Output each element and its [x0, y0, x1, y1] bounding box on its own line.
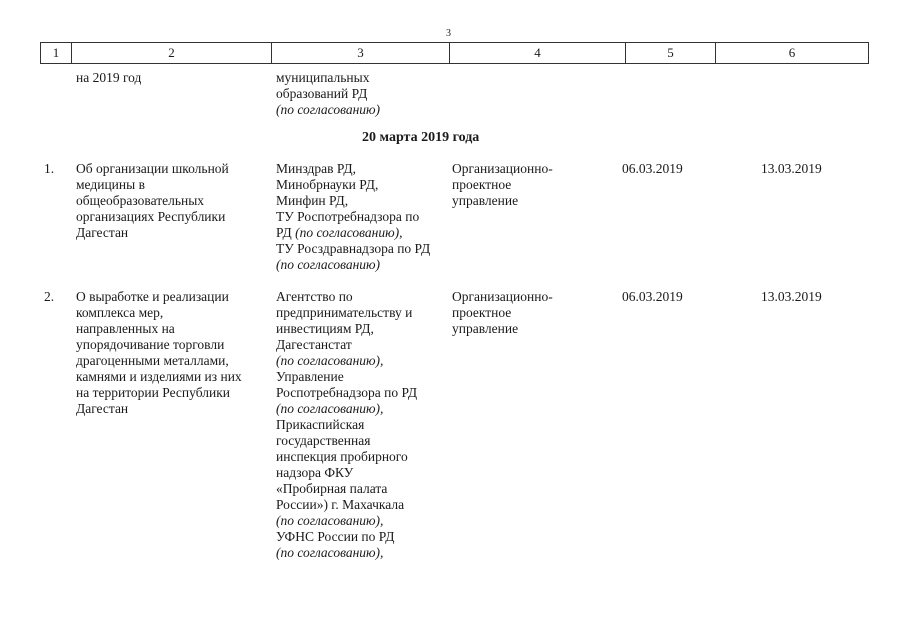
text-line: Дагестан — [76, 225, 129, 240]
agreement-note: (по согласованию) — [276, 102, 381, 117]
row-2-responsible — [276, 289, 417, 561]
text-line: «Пробирная палата — [276, 481, 388, 496]
text-line: управление — [452, 193, 519, 208]
text-line: ТУ Росздравнадзора по РД — [276, 241, 431, 256]
text-line: ТУ Роспотребнадзора по — [276, 209, 420, 224]
agreement-note: (по согласованию), — [295, 225, 403, 240]
column-header-3: 3 — [272, 43, 450, 63]
row-1-responsible — [276, 161, 430, 273]
text-line: Организационно- — [452, 161, 553, 176]
text-line: общеобразовательных — [76, 193, 205, 208]
text-line: О выработке и реализации — [76, 289, 229, 304]
row-1-number: 1. — [44, 161, 55, 176]
text-line: Прикаспийская — [276, 417, 365, 432]
agreement-note: (по согласованию), — [276, 353, 384, 368]
text-line: образований РД — [276, 86, 368, 101]
column-header-4: 4 — [450, 43, 626, 63]
row-2-department — [452, 289, 553, 337]
text-line: проектное — [452, 177, 512, 192]
text-fragment: РД — [276, 225, 296, 240]
row-1-date-submit: 06.03.2019 — [622, 161, 683, 176]
continuation-responsible — [276, 70, 380, 118]
text-line: на 2019 год — [76, 70, 142, 85]
text-line: Об организации школьной — [76, 161, 229, 176]
text-line: инспекция пробирного — [276, 449, 408, 464]
row-2-number: 2. — [44, 289, 55, 304]
text-line: Роспотребнадзора по РД — [276, 385, 418, 400]
text-line: инвестициям РД, — [276, 321, 374, 336]
text-line: Управление — [276, 369, 344, 384]
row-2-date-review: 13.03.2019 — [761, 289, 822, 304]
column-header-6: 6 — [716, 43, 869, 63]
agreement-note: (по согласованию), — [276, 513, 384, 528]
text-line: муниципальных — [276, 70, 370, 85]
text-line: Дагестанстат — [276, 337, 352, 352]
text-line: Минобрнауки РД, — [276, 177, 379, 192]
text-line: организациях Республики — [76, 209, 226, 224]
date-heading: 20 марта 2019 года — [362, 130, 480, 145]
row-1-topic — [76, 161, 229, 241]
table-header-row — [40, 42, 869, 64]
text-line: Минздрав РД, — [276, 161, 356, 176]
agreement-note: (по согласованию) — [276, 257, 381, 272]
text-line: упорядочивание торговли — [76, 337, 225, 352]
text-line: драгоценными металлами, — [76, 353, 229, 368]
row-2-date-submit: 06.03.2019 — [622, 289, 683, 304]
text-line: на территории Республики — [76, 385, 230, 400]
row-1-department — [452, 161, 553, 209]
text-line: проектное — [452, 305, 512, 320]
row-2-topic — [76, 289, 242, 417]
text-line: Агентство по — [276, 289, 353, 304]
text-line: управление — [452, 321, 519, 336]
continuation-topic — [76, 70, 141, 86]
text-line: предпринимательству и — [276, 305, 413, 320]
text-line: России») г. Махачкала — [276, 497, 405, 512]
text-line: Дагестан — [76, 401, 129, 416]
agreement-note: (по согласованию), — [276, 401, 384, 416]
text-line — [276, 225, 430, 241]
text-line: медицины в — [76, 177, 145, 192]
page-number: 3 — [446, 28, 451, 39]
text-line: государственная — [276, 433, 371, 448]
text-line: камнями и изделиями из них — [76, 369, 242, 384]
text-line: Минфин РД, — [276, 193, 349, 208]
text-line: надзора ФКУ — [276, 465, 354, 480]
text-line: УФНС России по РД — [276, 529, 395, 544]
column-header-1: 1 — [41, 43, 72, 63]
text-line: Организационно- — [452, 289, 553, 304]
column-header-5: 5 — [626, 43, 716, 63]
row-1-date-review: 13.03.2019 — [761, 161, 822, 176]
text-line: направленных на — [76, 321, 175, 336]
column-header-2: 2 — [72, 43, 272, 63]
agreement-note: (по согласованию), — [276, 545, 384, 560]
text-line: комплекса мер, — [76, 305, 164, 320]
